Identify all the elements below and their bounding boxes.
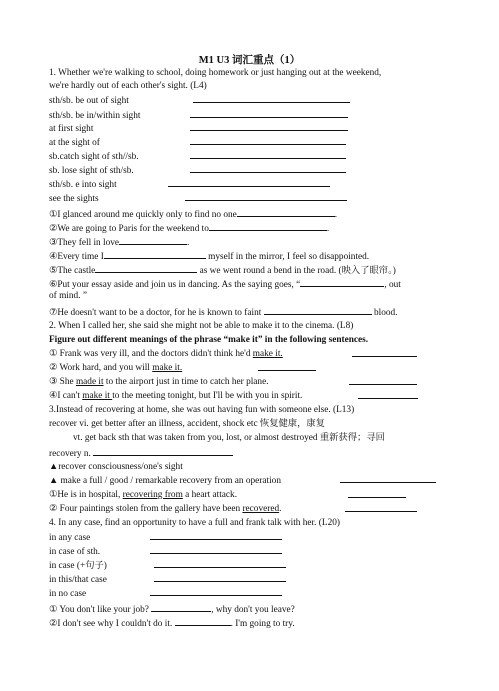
sentence-3-1: ①He is in hospital, recovering from a heart attack.	[49, 490, 238, 500]
answer-blank[interactable]	[119, 235, 187, 245]
phrase-at-first-sight: at first sight	[49, 124, 94, 134]
definition-recover-vt: vt. get back sth that was taken from you, lost, or almost destroyed 重新获得；寻回	[73, 433, 385, 443]
answer-blank[interactable]	[264, 305, 372, 315]
phrase-see-the-sights: see the sights	[49, 194, 99, 204]
definition-recovery-n: recovery n.	[49, 446, 233, 460]
sentence-4-2: ②I don't see why I couldn't do it. . I'm going to try.	[49, 616, 295, 630]
answer-blank[interactable]	[150, 552, 282, 554]
answer-blank[interactable]	[190, 157, 346, 159]
section4-heading: 4. In any case, find an opportunity to have a full and frank talk with her. (L20)	[49, 518, 340, 528]
phrase-out-of-sight: sth/sb. be out of sight	[49, 96, 129, 106]
phrase-make-recovery: ▲ make a full / good / remarkable recovery from an operation	[49, 476, 281, 486]
section3-heading: 3.Instead of recovering at home, she was out having fun with someone else. (L13)	[49, 405, 355, 415]
sentence-1-6: ⑥Put your essay aside and join us in dancing. As the saying goes, “ , out	[49, 277, 401, 291]
answer-blank[interactable]	[190, 116, 348, 118]
phrase-recover-consciousness: ▲recover consciousness/one's sight	[49, 462, 183, 472]
phrase-at-the-sight-of: at the sight of	[49, 138, 100, 148]
answer-blank[interactable]	[104, 249, 206, 259]
answer-blank[interactable]	[348, 496, 406, 498]
sentence-1-5: ⑤The castle as we went round a bend in the road. (映入了眼帘。)	[49, 263, 396, 277]
answer-blank[interactable]	[352, 355, 417, 357]
sentence-3-2: ② Four paintings stolen from the gallery have been recovered.	[49, 504, 282, 514]
answer-blank[interactable]	[300, 277, 384, 287]
phrase-catch-sight: sb.catch sight of sth//sb.	[49, 152, 139, 162]
answer-blank[interactable]	[258, 369, 316, 371]
sentence-2-2: ② Work hard, and you will make it.	[49, 363, 183, 373]
answer-blank[interactable]	[345, 510, 417, 512]
phrase-in-any-case: in any case	[49, 533, 91, 543]
phrase-lose-sight: sb. lose sight of sth/sb.	[49, 166, 134, 176]
sentence-2-4: ④I can't make it to the meeting tonight, but I'll be with you in spirit.	[49, 391, 303, 401]
phrase-in-case-of: in case of sth.	[49, 547, 101, 557]
phrase-in-this-that-case: in this/that case	[49, 575, 107, 585]
sentence-1-7: ⑦He doesn't want to be a doctor, for he is known to faint blood.	[49, 305, 397, 319]
section2-heading: 2. When I called her, she said she might not be able to make it to the cinema. (L8)	[49, 321, 354, 331]
answer-blank[interactable]	[190, 171, 346, 173]
page-title: M1 U3 词汇重点（1）	[198, 55, 301, 66]
sentence-1-6-cont: of mind. ”	[49, 291, 87, 301]
answer-blank[interactable]	[358, 397, 418, 399]
phrase-in-no-case: in no case	[49, 589, 87, 599]
answer-blank[interactable]	[168, 185, 330, 187]
answer-blank[interactable]	[349, 383, 417, 385]
answer-blank[interactable]	[175, 616, 231, 626]
phrase-into-sight: sth/sb. e into sight	[49, 180, 117, 190]
answer-blank[interactable]	[154, 566, 286, 568]
sentence-2-3: ③ She made it to the airport just in time to catch her plane.	[49, 377, 269, 387]
sentence-1-3: ③They fell in love .	[49, 235, 189, 249]
answer-blank[interactable]	[340, 481, 436, 483]
section1-heading-cont: we're hardly out of each other's sight. (L4)	[49, 81, 207, 91]
sentence-1-2: ②We are going to Paris for the weekend to .	[49, 221, 329, 235]
answer-blank[interactable]	[209, 221, 327, 231]
answer-blank[interactable]	[185, 199, 347, 201]
answer-blank[interactable]	[150, 594, 282, 596]
answer-blank[interactable]	[237, 207, 335, 217]
section1-heading: 1. Whether we're walking to school, doing homework or just hanging out at the weekend,	[49, 68, 382, 78]
sentence-2-1: ① Frank was very ill, and the doctors didn't think he'd make it.	[49, 349, 283, 359]
phrase-in-case-clause: in case (+句子)	[49, 561, 107, 571]
answer-blank[interactable]	[93, 446, 233, 456]
answer-blank[interactable]	[95, 263, 197, 273]
section2-instruction: Figure out different meanings of the phrase “make it” in the following sentences.	[49, 335, 369, 345]
sentence-1-1: ①I glanced around me quickly only to find no one .	[49, 207, 337, 221]
answer-blank[interactable]	[151, 602, 211, 612]
answer-blank[interactable]	[190, 143, 346, 145]
answer-blank[interactable]	[150, 538, 282, 540]
answer-blank[interactable]	[190, 129, 348, 131]
definition-recover-vi: recover vi. get better after an illness, accident, shock etc 恢复健康，康复	[49, 419, 325, 429]
sentence-1-4: ④Every time I myself in the mirror, I feel so disappointed.	[49, 249, 369, 263]
answer-blank[interactable]	[193, 101, 350, 103]
phrase-in-sight: sth/sb. be in/within sight	[49, 111, 141, 121]
answer-blank[interactable]	[154, 580, 286, 582]
sentence-4-1: ① You don't like your job? , why don't you leave?	[49, 602, 295, 616]
